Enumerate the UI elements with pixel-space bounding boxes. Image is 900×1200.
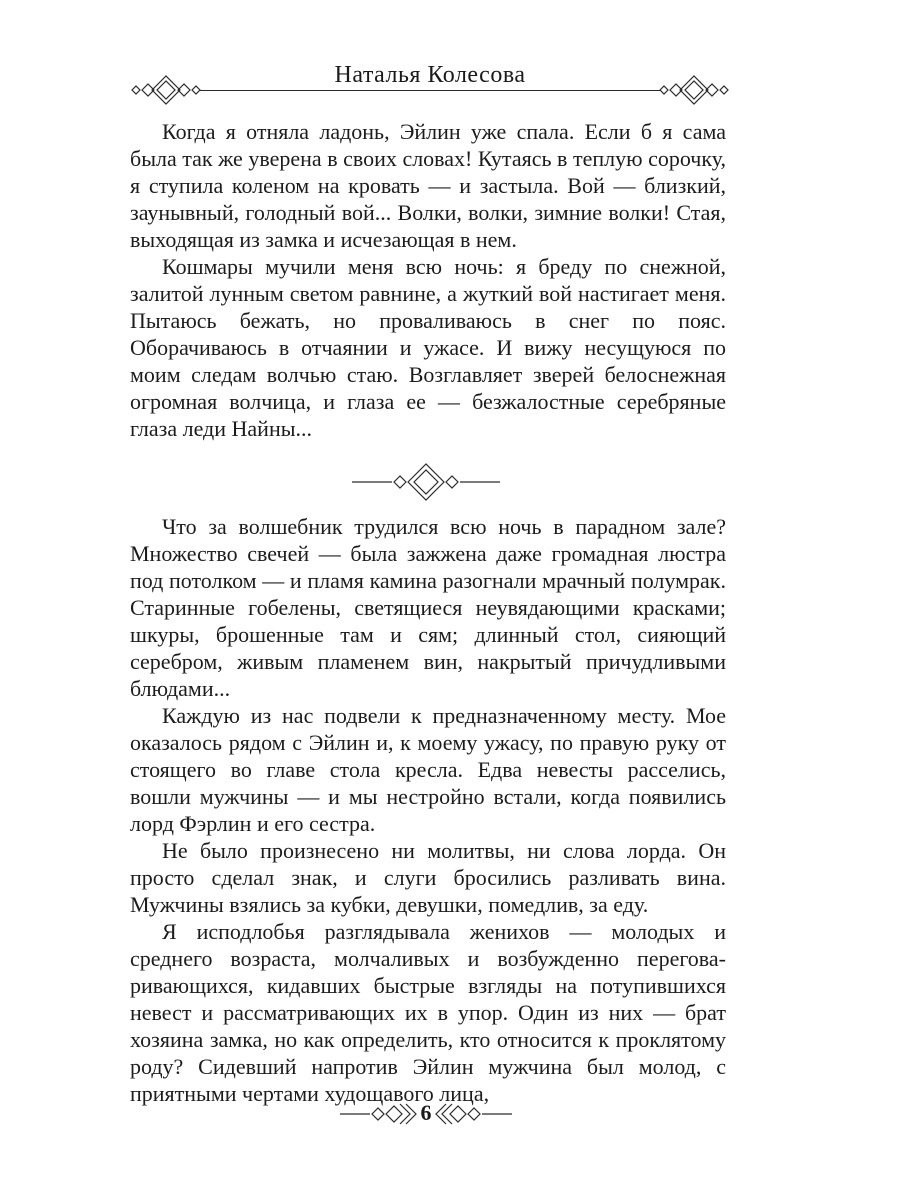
header-author-title: Наталья Колесова [334, 62, 526, 88]
body-text-section-2 [130, 513, 726, 1107]
paragraph: Что за волшебник трудился всю ночь в парадном зале? Множество свечей — была зажжена даже громадная люстра под потолком — и пламя камина разогнали мрачный полумрак. Старинные гобелены, светящиеся неувядающими красками; шкуры, брошенные там и сям; длинный стол, сияющий серебром, живым пламенем вин, накрытый причудливыми блюдами... [130, 514, 726, 701]
paragraph: Каждую из нас подвели к предназначенному месту. Мое оказалось рядом с Эйлин и, к моему ужасу, по правую руку от стоящего во главе стола кресла. Едва невесты расселись, вошли мужчины — и мы нестройно встали, когда появились лорд Фэрлин и его сестра. [130, 703, 726, 836]
paragraph: Не было произнесено ни молитвы, ни слова лорда. Он просто сделал знак, и слуги бросились разливать вина. Мужчины взялись за кубки, девушки, помедлив, за еду. [130, 838, 726, 917]
paragraph: Когда я отняла ладонь, Эйлин уже спала. Если б я сама была так же уверена в своих словах! Кутаясь в теплую сорочку, я ступила коленом на кровать — и застыла. Вой — близкий, заунывный, голодный вой... Волки, волки, зимние волки! Стая, выходящая из замка и исчезающая в нем. [130, 119, 726, 252]
running-header [130, 62, 730, 110]
scene-break-divider-icon [350, 462, 502, 502]
body-text-section-1 [130, 118, 726, 442]
page-footer [338, 1094, 514, 1134]
header-left-ornament-icon [130, 72, 202, 108]
page-number: 6 [420, 1100, 432, 1125]
header-rule [200, 90, 660, 91]
paragraph: Я исподлобья разглядывала женихов — молодых и среднего возраста, молчаливых и возбужденно переговаривающихся, кидавших быстрые взгляды на потупившихся невест и рассматривающих их в упор. Один из них — брат хозяина замка, но как определить, кто относится к проклятому роду? Сидевший напротив Эйлин мужчина был молод, с приятными чертами худощавого лица, [130, 919, 726, 1106]
header-right-ornament-icon [658, 72, 730, 108]
paragraph: Кошмары мучили меня всю ночь: я бреду по снежной, залитой лунным светом равнине, а жуткий вой настигает меня. Пытаюсь бежать, но проваливаюсь в снег по пояс. Оборачиваюсь в отчаянии и ужасе. И вижу несущуюся по моим следам волчью стаю. Возглавляет зверей белоснежная огромная волчица, и глаза ее — безжалостные серебряные глаза леди Найны... [130, 254, 726, 441]
